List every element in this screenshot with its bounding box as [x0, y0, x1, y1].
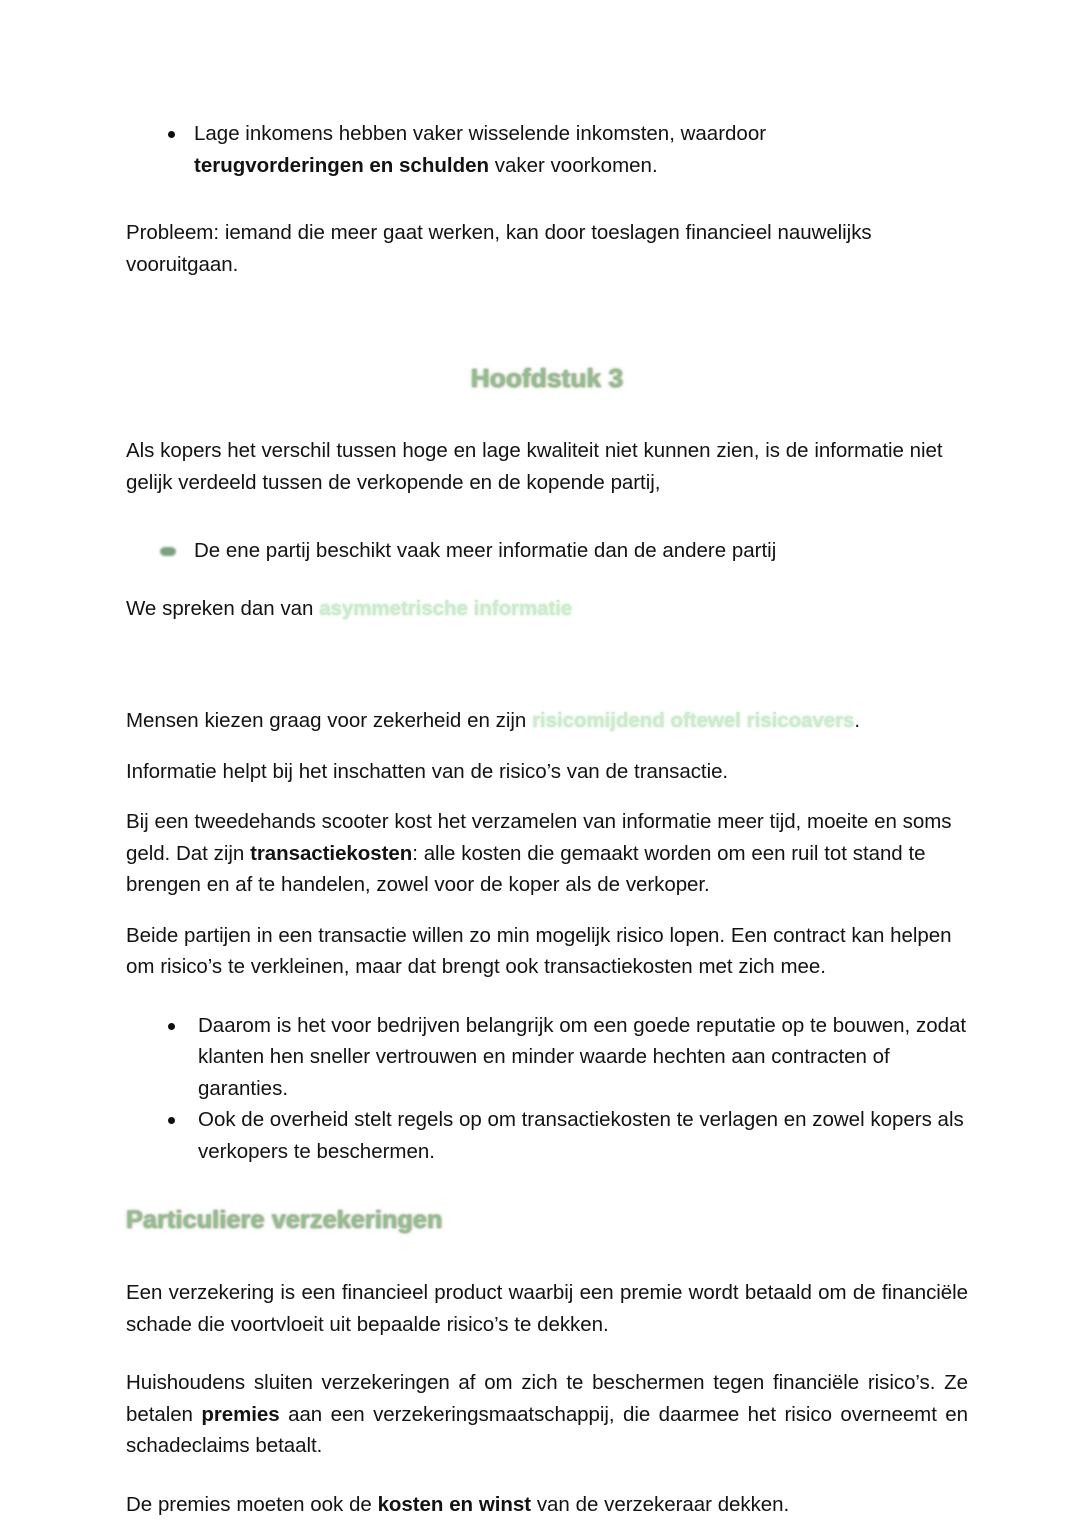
bullet-dot-icon — [168, 131, 175, 138]
spacer — [126, 199, 968, 217]
list-item-label: Ook de overheid stelt regels op om transactiekosten te verlagen en zowel kopers als verkopers te beschermen. — [198, 1108, 964, 1163]
section-heading-particuliere-verzekeringen: Particuliere verzekeringen — [126, 1206, 443, 1234]
green-bullet-list — [126, 535, 968, 567]
spacer — [126, 395, 968, 435]
premies-tail: van de verzekeraar dekken. — [531, 1492, 790, 1516]
top-bullet-list — [126, 118, 968, 181]
premies-kosten-paragraph — [126, 1489, 968, 1521]
huishoudens-bold: premies — [201, 1402, 280, 1426]
probleem-paragraph: Probleem: iemand die meer gaat werken, kan door toeslagen financieel nauwelijks vooruitgaan. — [126, 221, 872, 276]
list-item-label: Daarom is het voor bedrijven belangrijk om een goede reputatie op te bouwen, zodat klanten hen sneller vertrouwen en minder waarde hechten aan contracten of garanties. — [198, 1013, 967, 1100]
chapter-title: Hoofdstuk 3 — [470, 363, 624, 393]
spacer — [126, 643, 968, 705]
risicoavers-tail: . — [854, 709, 861, 732]
verzekering-definitie-paragraph: Een verzekering is een financieel product waarbij een premie wordt betaald om de financiële schade die voortvloeit uit bepaalde risico’s te dekken. — [126, 1281, 968, 1336]
bullet-dot-icon — [168, 1023, 175, 1030]
table-row — [126, 1010, 968, 1105]
beide-partijen-paragraph: Beide partijen in een transactie willen zo min mogelijk risico lopen. Een contract kan helpen om risico’s te verkleinen, maar dat brengt ook transactiekosten met zich mee. — [126, 923, 952, 978]
premies-lead: De premies moeten ook de — [126, 1492, 378, 1516]
huishoudens-tail: aan een verzekeringsmaatschappij, die daarmee het risico overneemt en schadeclaims betaalt. — [126, 1402, 968, 1457]
transactiekosten-bold: transactiekosten — [250, 841, 413, 865]
transactiekosten-paragraph — [126, 806, 968, 901]
list-item — [126, 535, 968, 567]
verzekeringen-heading-row — [126, 1203, 968, 1237]
huishoudens-lead: Huishoudens sluiten verzekeringen af om zich te beschermen tegen financiële risico’s. Ze betalen — [126, 1371, 968, 1426]
spacer — [126, 1359, 968, 1367]
spacer — [126, 1185, 968, 1203]
spacer — [126, 517, 968, 535]
bullet-dot-icon — [168, 1117, 175, 1124]
transactie-bullet-list — [126, 1010, 968, 1168]
spacer — [126, 1237, 968, 1277]
bullet-text-line1: Lage inkomens hebben vaker wisselende inkomsten, waardoor — [194, 122, 767, 145]
spacer — [126, 299, 968, 361]
green-dash-icon — [160, 547, 176, 556]
asymmetrie-intro-paragraph: Als kopers het verschil tussen hoge en lage kwaliteit niet kunnen zien, is de informatie niet gelijk verdeeld tussen de verkopende en de kopende partij, — [126, 439, 943, 494]
risicoavers-lead: Mensen kiezen graag voor zekerheid en zijn — [126, 709, 533, 732]
document-content — [126, 118, 968, 1527]
spacer — [126, 1481, 968, 1489]
spacer — [126, 1002, 968, 1010]
highlighted-term-risicoavers: risicomijdend oftewel risicoavers — [532, 709, 855, 732]
huishoudens-paragraph — [126, 1367, 968, 1462]
highlighted-term-asymmetrische-informatie: asymmetrische informatie — [319, 596, 573, 620]
transactiekosten-lead: Bij een tweedehands scooter kost het verzamelen van informatie meer tijd, moeite en soms geld. Dat zijn — [126, 810, 952, 865]
conclusion-lead: We spreken dan van — [126, 596, 320, 620]
asymmetrie-conclusion-paragraph — [126, 593, 968, 625]
transactiekosten-tail: : alle kosten die gemaakt worden om een ruil tot stand te brengen en af te handelen, zowel voor de koper als de verkoper. — [126, 841, 926, 896]
premies-bold: kosten en winst — [377, 1492, 532, 1516]
spacer — [126, 585, 968, 593]
risicoavers-paragraph — [126, 705, 968, 737]
green-bullet-text: De ene partij beschikt vaak meer informatie dan de andere partij — [194, 539, 777, 562]
chapter-title-row — [126, 361, 968, 395]
table-row — [126, 1104, 968, 1167]
informatie-helpt-paragraph: Informatie helpt bij het inschatten van de risico’s van de transactie. — [126, 759, 729, 783]
bullet-text-tail: vaker voorkomen. — [489, 153, 658, 177]
bullet-text-bold: terugvorderingen en schulden — [194, 153, 490, 177]
list-item — [126, 118, 968, 181]
